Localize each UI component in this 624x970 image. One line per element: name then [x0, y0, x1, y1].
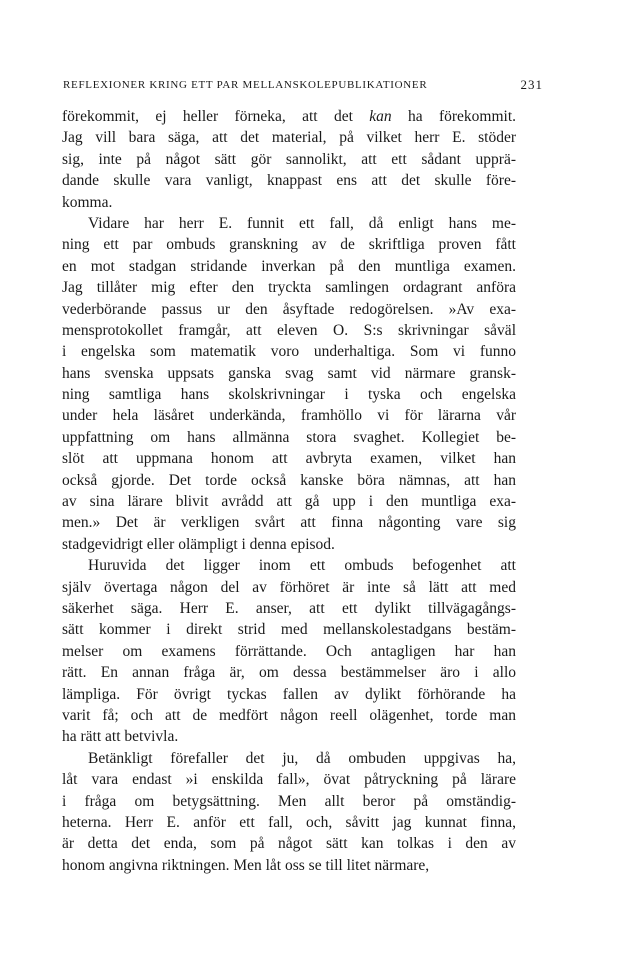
text-segment: är detta det enda, som på något sätt kan tolkas i den av [62, 835, 516, 853]
paragraph [62, 748, 516, 876]
text-segment: Jag vill bara säga, att det material, på vilket herr E. stöder [62, 129, 516, 147]
text-line [62, 470, 516, 491]
text-line [62, 405, 516, 426]
paragraph [62, 213, 516, 555]
emphasized-word: kan [369, 108, 392, 125]
text-line [62, 577, 516, 598]
text-segment: i engelska som matematik voro underhaltiga. Som vi funno [62, 343, 516, 361]
running-head-title: REFLEXIONER KRING ETT PAR MELLANSKOLEPUBLIKATIONER [63, 79, 428, 91]
text-line [62, 705, 516, 726]
text-segment: ning ett par ombuds granskning av de skriftliga proven fått [62, 236, 516, 254]
text-line [62, 149, 516, 170]
text-segment: Betänkligt förefaller det ju, då ombuden uppgivas ha, [88, 749, 516, 767]
text-segment: mensprotokollet framgår, att eleven O. S:s skrivningar såväl [62, 321, 516, 339]
text-segment: en mot stadgan stridande inverkan på den muntliga examen. [62, 257, 516, 275]
text-segment: stadgevidrigt eller olämpligt i denna episod. [62, 535, 335, 553]
text-segment: av sina lärare blivit avrådd att gå upp i den muntliga exa- [62, 493, 516, 511]
text-line [62, 833, 516, 854]
text-line [62, 769, 516, 790]
text-segment: ha förekommit. [391, 108, 516, 125]
text-segment: komma. [62, 193, 113, 211]
text-line [62, 491, 516, 512]
text-segment: slöt att uppmana honom att avbryta examen, vilket han [62, 450, 516, 468]
text-line [62, 619, 516, 640]
text-segment: ha rätt att betvivla. [62, 728, 179, 746]
text-segment: uppfattning om hans allmänna stora svaghet. Kollegiet be- [62, 428, 516, 446]
text-line [62, 641, 516, 662]
text-line [62, 448, 516, 469]
text-segment: varit få; och att de medfört någon reell olägenhet, torde man [62, 706, 516, 724]
text-line [62, 812, 516, 833]
paragraph [62, 106, 516, 213]
text-line [62, 106, 516, 127]
text-line [62, 684, 516, 705]
text-segment: förekommit, ej heller förneka, att det [62, 108, 370, 125]
text-line [62, 748, 516, 769]
text-line [62, 598, 516, 619]
text-segment: i fråga om betygsättning. Men allt beror på omständig- [62, 792, 516, 810]
text-segment: säkerhet säga. Herr E. anser, att ett dylikt tillvägagångs- [62, 599, 516, 617]
text-segment: Huruvida det ligger inom ett ombuds befogenhet att [88, 557, 516, 575]
text-segment: Vidare har herr E. funnit ett fall, då enligt hans me- [88, 214, 516, 232]
text-line [62, 213, 516, 234]
text-line [62, 555, 516, 576]
text-segment: själv övertaga någon del av förhöret är inte så lätt att med [62, 578, 516, 596]
text-line [62, 363, 516, 384]
text-line [62, 855, 516, 876]
text-segment: Jag tillåter mig efter den tryckta samlingen ordagrant anföra [62, 279, 516, 297]
text-line [62, 791, 516, 812]
text-segment: sätt kommer i direkt strid med mellanskolestadgans bestäm- [62, 621, 516, 639]
running-head [63, 76, 543, 94]
text-line [62, 192, 516, 213]
text-segment: låt vara endast »i enskilda fall», övat påtryckning på lärare [62, 771, 516, 789]
text-line [62, 127, 516, 148]
page-number: 231 [520, 77, 543, 92]
body-text [62, 106, 516, 876]
text-line [62, 277, 516, 298]
text-line [62, 170, 516, 191]
text-line [62, 726, 516, 747]
text-line [62, 299, 516, 320]
text-line [62, 662, 516, 683]
text-line [62, 384, 516, 405]
text-line [62, 341, 516, 362]
text-segment: hans svenska uppsats ganska svag samt vid närmare gransk- [62, 364, 516, 382]
text-segment: ning samtliga hans skolskrivningar i tyska och engelska [62, 386, 516, 404]
text-line [62, 427, 516, 448]
text-segment: honom angivna riktningen. Men låt oss se till litet närmare, [62, 856, 430, 874]
text-segment: men.» Det är verkligen svårt att finna någonting vare sig [62, 514, 516, 532]
text-segment: lämpliga. För övrigt tyckas fallen av dylikt förhörande ha [62, 685, 516, 703]
text-line [62, 320, 516, 341]
text-line [62, 234, 516, 255]
paragraph [62, 555, 516, 748]
text-line [62, 512, 516, 533]
text-segment: vederbörande passus ur den åsyftade redogörelsen. »Av exa- [62, 300, 516, 318]
text-segment: rätt. En annan fråga är, om dessa bestämmelser äro i allo [62, 664, 516, 682]
text-segment: melser om examens förrättande. Och antagligen har han [62, 642, 516, 660]
text-segment: sig, inte på något sätt gör sannolikt, att ett sådant upprä- [62, 150, 516, 168]
text-segment: också gjorde. Det torde också kanske böra nämnas, att han [62, 471, 516, 489]
text-line [62, 534, 516, 555]
text-line [62, 256, 516, 277]
text-segment: heterna. Herr E. anför ett fall, och, såvitt jag kunnat finna, [62, 813, 516, 831]
text-segment: dande skulle vara vanligt, knappast ens att det skulle före- [62, 172, 516, 190]
text-segment: under hela läsåret underkända, framhöllo vi för lärarna vår [62, 407, 516, 425]
